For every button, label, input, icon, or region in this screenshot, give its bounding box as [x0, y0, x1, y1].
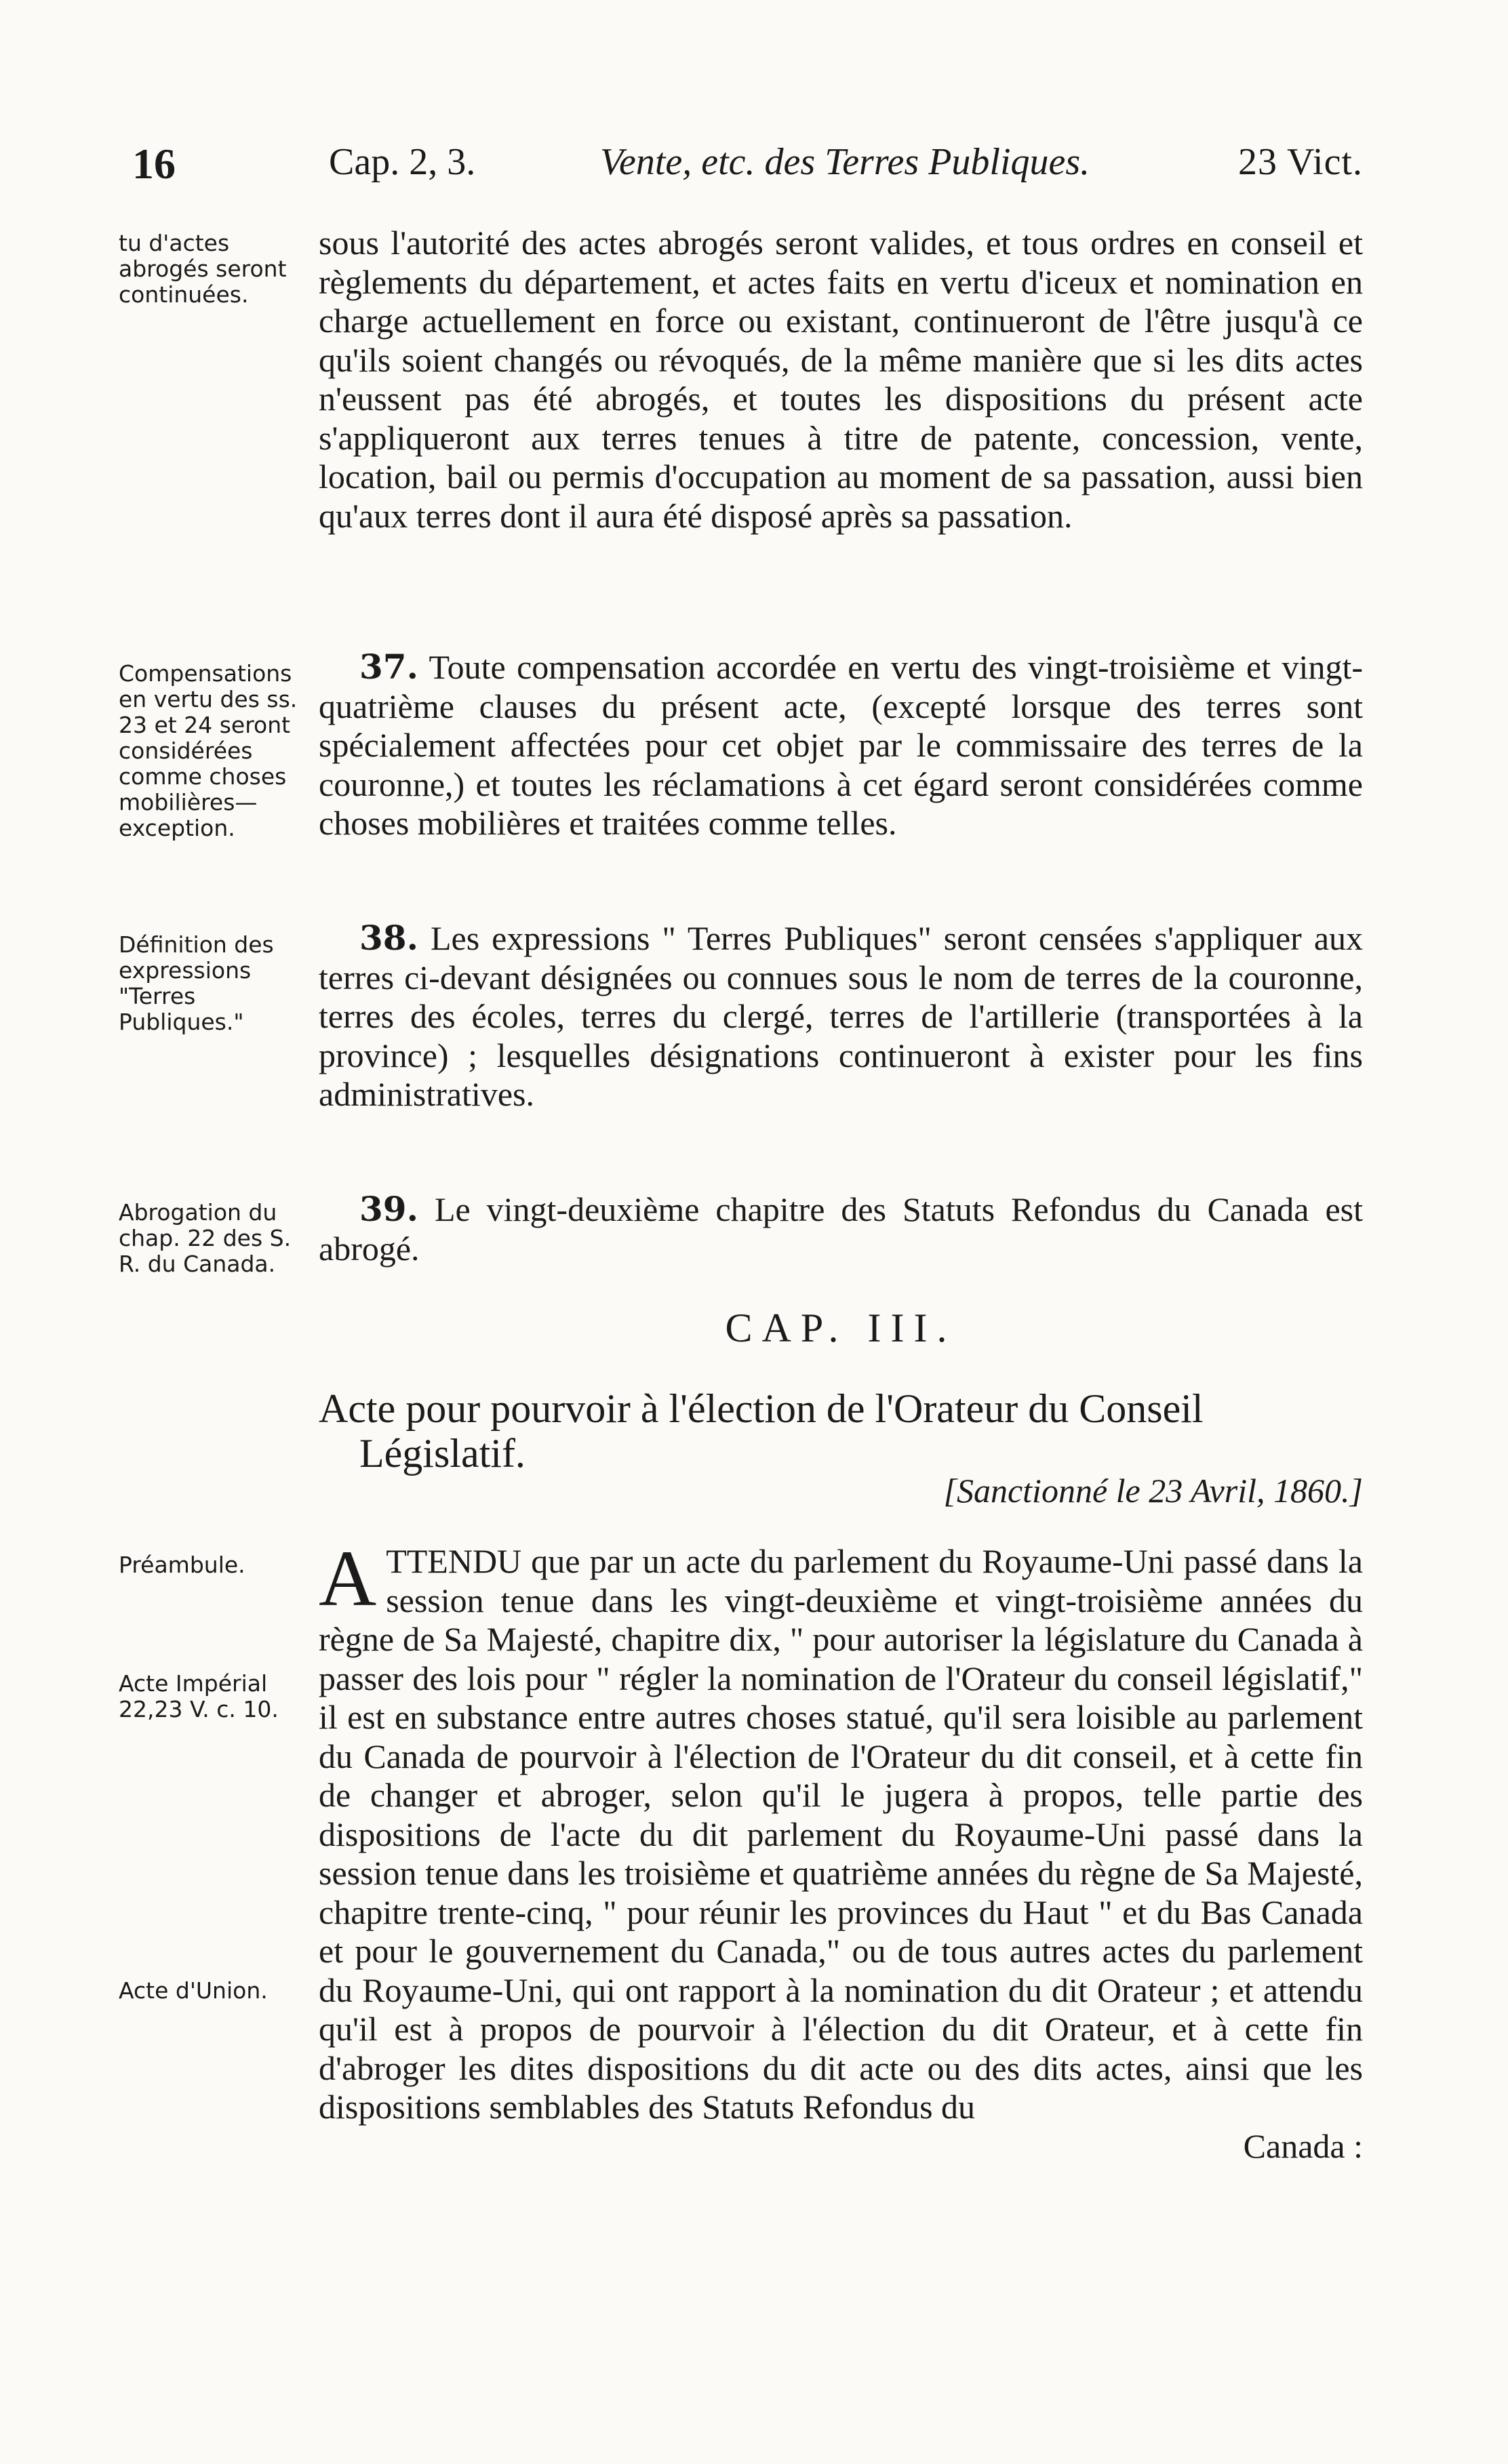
- sanction-date: [Sanctionné le 23 Avril, 1860.]: [943, 1472, 1363, 1510]
- margin-note: Définition des expressions "Terres Publiques.": [119, 931, 274, 1035]
- preamble: [319, 1534, 1363, 2166]
- regnal-year: 23 Vict.: [1237, 141, 1363, 183]
- margin-note: Acte d'Union.: [119, 1977, 268, 2004]
- section-text: Les expressions " Terres Publiques" seront censées s'appliquer aux terres ci-devant désignées ou connues sous le nom de terres de la couronne, terres des écoles, terres du clergé, terres de l'artillerie (transportées à la province) ; lesquelles désignations continueront à exister pour les fins administratives.: [319, 919, 1364, 1113]
- drop-cap: A: [319, 1534, 377, 1623]
- section-number: 38.: [359, 918, 418, 958]
- margin-note: Préambule.: [119, 1552, 245, 1578]
- act-title: [319, 1386, 1363, 1476]
- margin-note: Acte Impérial 22,23 V. c. 10.: [119, 1670, 279, 1722]
- section-text: Toute compensation accordée en vertu des vingt-troisième et vingt-quatrième clauses du présent acte, (excepté lorsque des terres sont spécialement affectées pour cet objet par le commissaire des terres de la couronne,) et toutes les réclamations à cet égard seront considérées comme choses mobilières et traitées comme telles.: [319, 648, 1363, 842]
- preamble-text: TTENDU que par un acte du parlement du Royaume-Uni passé dans la session tenue dans les vingt-deuxième et vingt-troisième années du règne de Sa Majesté, chapitre dix, " pour autoriser la législature du Canada à passer des lois pour " régler la nomination de l'Orateur du conseil législatif," il est en substance entre autres choses statué, qu'il sera loisible au parlement du Canada de pourvoir à l'élection de l'Orateur du dit conseil, et à cette fin de changer et abroger, selon qu'il le jugera à propos, telle partie des dispositions de l'acte du dit parlement du Royaume-Uni passé dans la session tenue dans les troisième et quatrième années du règne de Sa Majesté, chapitre trente-cinq, " pour réunir les provinces du Haut " et du Bas Canada et pour le gouvernement du Canada," ou de tous autres actes du parlement du Royaume-Uni, qui ont rapport à la nomination du dit Orateur ; et attendu qu'il est à propos de pourvoir à l'élection du dit Orateur, et à cette fin d'abroger les dites dispositions du dit acte ou des dits actes, ainsi que les dispositions semblables des Statuts Refondus du: [319, 1542, 1363, 2126]
- section-text: Le vingt-deuxième chapitre des Statuts Refondus du Canada est abrogé.: [319, 1190, 1363, 1268]
- section-39: [319, 1190, 1363, 1268]
- chapter-reference: Cap. 2, 3.: [329, 141, 476, 183]
- running-header: [132, 139, 1363, 193]
- running-title: Vente, etc. des Terres Publiques.: [600, 141, 1090, 183]
- margin-note: Compensations en vertu des ss. 23 et 24 seront considérées comme choses mobilières—exception.: [119, 660, 298, 841]
- continuation-paragraph: sous l'autorité des actes abrogés seront valides, et tous ordres en conseil et règlements du département, et actes faits en vertu d'iceux et nomination en charge actuellement en force ou existant, continueront de l'être jusqu'à ce qu'ils soient changés ou révoqués, de la même manière que si les dits actes n'eussent pas été abrogés, et toutes les dispositions du présent acte s'appliqueront aux terres tenues à titre de patente, concession, vente, location, bail ou permis d'occupation au moment de sa passation, aussi bien qu'aux terres dont il aura été disposé après sa passation.: [319, 224, 1363, 535]
- section-38: [319, 918, 1363, 1114]
- catchword: Canada :: [1243, 2126, 1363, 2165]
- margin-note: Abrogation du chap. 22 des S. R. du Canada.: [119, 1199, 292, 1277]
- chapter-heading: CAP. III.: [725, 1306, 957, 1350]
- section-number: 39.: [359, 1189, 418, 1229]
- act-title-line: Acte pour pourvoir à l'élection de l'Orateur du Conseil: [319, 1386, 1204, 1431]
- margin-note: tu d'actes abrogés seront continuées.: [119, 230, 287, 308]
- section-number: 37.: [359, 647, 418, 687]
- page-number: 16: [132, 140, 176, 188]
- act-title-line: Législatif.: [359, 1431, 525, 1476]
- section-37: [319, 647, 1363, 843]
